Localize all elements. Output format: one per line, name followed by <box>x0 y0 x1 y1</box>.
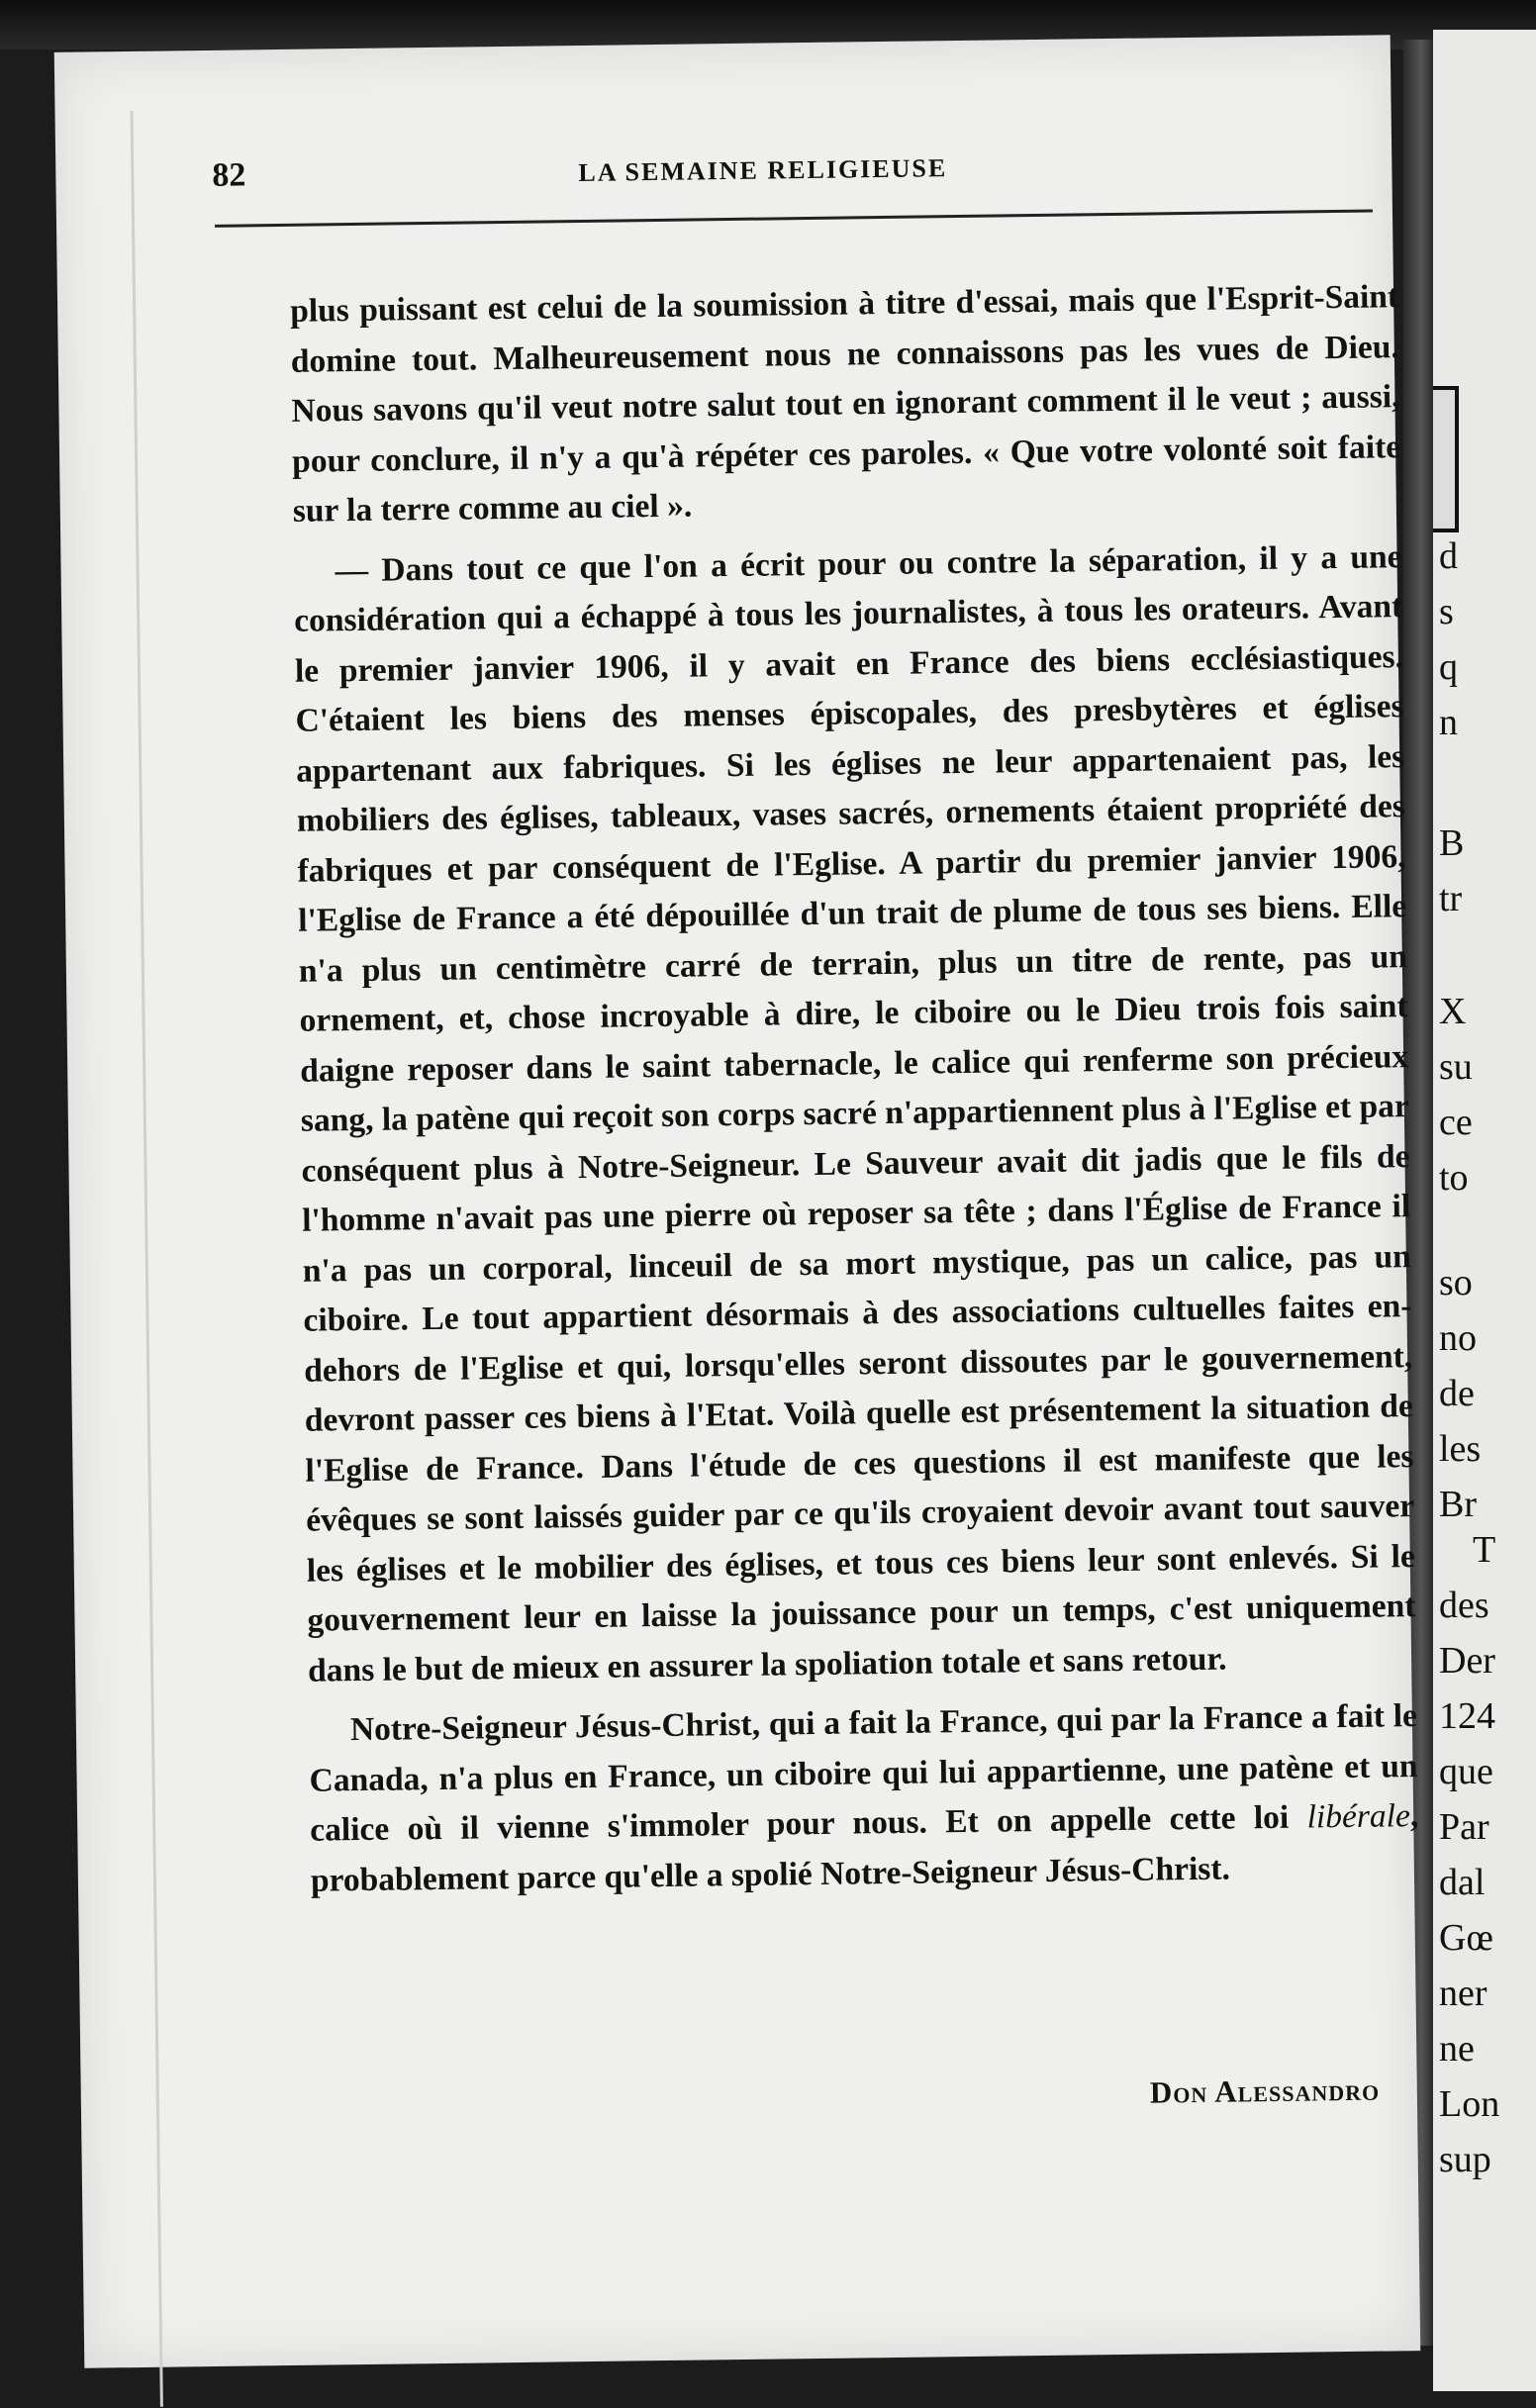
author-signature: Don Alessandro <box>1149 2071 1381 2110</box>
facing-page-fragment: sup <box>1439 2139 1491 2180</box>
paragraph: plus puissant est celui de la soumission à titre d'essai, mais que l'Esprit-Saint domine tout. Malheureusement nous ne connaissons pas les vues de Dieu. Nous savons qu'il veut notre salut tout en ignorant comment il le veut ; aussi, pour conclure, il n'y a qu'à répéter ces paroles. « Que votre volonté soit faite sur la terre comme au ciel ». <box>289 278 1401 530</box>
running-title: LA SEMAINE RELIGIEUSE <box>578 153 948 188</box>
facing-page-fragment: dal <box>1439 1862 1486 1903</box>
facing-page-fragment: to <box>1439 1157 1469 1199</box>
paragraph-final <box>309 1691 1420 1906</box>
book-page <box>54 35 1421 2367</box>
facing-page-fragment: X <box>1439 991 1467 1032</box>
facing-page-fragment: Gœ <box>1439 1917 1493 1959</box>
facing-page-fragment: so <box>1439 1262 1473 1303</box>
facing-page-fragment: Br <box>1439 1484 1477 1525</box>
paragraph: — Dans tout ce que l'on a écrit pour ou contre la séparation, il y a une considération qui a échappé à tous les journalistes, à tous les orateurs. Avant le premier janvier 1906, il y avait en France des biens ecclésiastiques. C'étaient les biens des menses épiscopales, des presbytères et églises appartenant aux fabriques. Si les églises ne leur appartenaient pas, les mobiliers des églises, tableaux, vases sacrés, ornements étaient propriété des fabriques et par conséquent de l'Eglise. A partir du premier janvier 1906, l'Eglise de France a été dépouillée d'un trait de plume de tous ses biens. Elle n'a plus un centimètre carré de terrain, plus un titre de rente, pas un ornement, et, chose incroyable à dire, le ciboire ou le Dieu trois fois saint daigne reposer dans le saint tabernacle, le calice qui renferme son précieux sang, la patène qui reçoit son corps sacré n'appartiennent plus à l'Eglise et par conséquent plus à Notre-Seigneur. Le Sauveur avait dit jadis que le fils de l'homme n'avait pas une pierre où reposer sa tête ; dans l'Église de France il n'a pas un corporal, linceuil de sa mort mystique, pas un calice, pas un ciboire. Le tout appartient désormais à des associations cultuelles faites en-dehors de l'Eglise et qui, lorsqu'elles seront dissoutes par le gouvernement, devront passer ces biens à l'Etat. Voilà quelle est présentement la situation de l'Eglise de France. Dans l'étude de ces questions il est manifeste que les évêques se sont laissés guider par ce qu'ils croyaient devoir avant tout sauver les églises et le mobilier des églises, et tous ces biens leur sont enlevés. Si le gouvernement leur en laisse la jouissance pour un temps, c'est uniquement dans le but de mieux en assurer la spoliation totale et sans retour. <box>294 537 1416 1689</box>
facing-page-box-mark <box>1433 386 1459 532</box>
facing-page-edge <box>1433 30 1536 2391</box>
facing-page-fragment: q <box>1439 646 1458 688</box>
facing-page-fragment: d <box>1439 535 1458 577</box>
facing-page-fragment: no <box>1439 1317 1477 1359</box>
facing-page-fragment: Lon <box>1439 2083 1500 2125</box>
facing-page-fragment: su <box>1439 1046 1473 1088</box>
facing-page-fragment: tr <box>1439 878 1463 919</box>
page-margin-line <box>131 111 163 2407</box>
article-body <box>290 272 1419 1906</box>
facing-page-fragment: T <box>1473 1529 1496 1571</box>
facing-page-fragment: Par <box>1439 1806 1489 1848</box>
facing-page-fragment: ce <box>1439 1102 1473 1143</box>
facing-page-fragment: B <box>1439 822 1465 864</box>
paragraph-text-end: , probablement parce qu'elle a spolié Notre-Seigneur Jésus-Christ. <box>310 1797 1419 1899</box>
facing-page-fragment: n <box>1439 702 1458 743</box>
facing-page-fragment: ner <box>1439 1973 1488 2014</box>
running-head <box>212 144 1242 217</box>
facing-page-fragment: Der <box>1439 1640 1495 1682</box>
facing-page-fragment: les <box>1439 1428 1482 1470</box>
facing-page-fragment: 124 <box>1439 1695 1495 1737</box>
facing-page-fragment: des <box>1439 1585 1489 1626</box>
page-number: 82 <box>212 156 246 194</box>
italic-word: libérale <box>1306 1797 1411 1836</box>
paragraph-text: Notre-Seigneur Jésus-Christ, qui a fait la France, qui par la France a fait le Canada, n'a plus en France, un ciboire qui lui appartienne, une patène et un calice où il vienne s'immoler pour nous. Et on appelle cette loi <box>309 1697 1418 1849</box>
facing-page-fragment: que <box>1439 1751 1493 1792</box>
facing-page-fragment: s <box>1439 591 1454 632</box>
facing-page-fragment: ne <box>1439 2028 1475 2070</box>
facing-page-fragment: de <box>1439 1373 1475 1414</box>
